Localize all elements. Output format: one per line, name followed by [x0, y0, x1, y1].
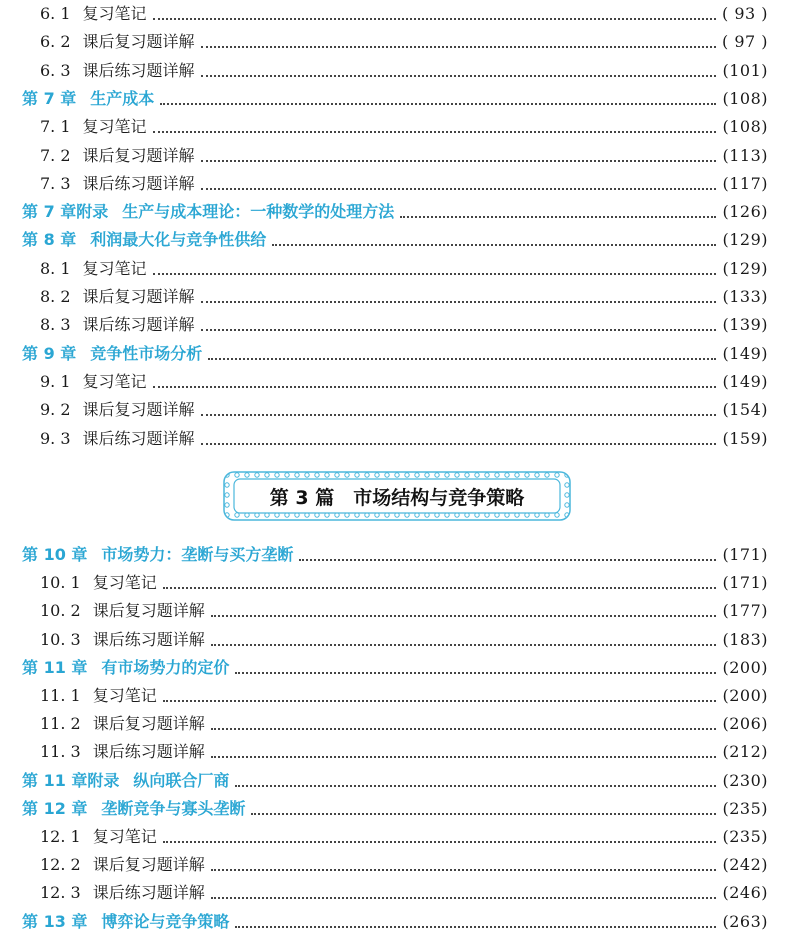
toc-entry-label: [0, 426, 195, 452]
toc-entry-page: (235): [722, 827, 768, 846]
toc-section-row: [0, 426, 790, 452]
part-title: 第 3 篇 市场结构与竞争策略: [269, 486, 525, 509]
toc-section-row: [0, 824, 790, 850]
toc-entry-number: 8. 1: [40, 258, 71, 278]
toc-entry-title: 课后练习题详解: [82, 60, 195, 80]
toc-entry-number: 12. 2: [40, 855, 81, 875]
toc-entry-title: 课后复习题详解: [92, 601, 205, 621]
toc-entry-title: 复习笔记: [82, 4, 147, 23]
toc-entry-label: [0, 796, 245, 822]
toc-entry-page: (263): [722, 911, 768, 931]
dot-leader: [211, 615, 717, 617]
toc-entry-label: [0, 86, 154, 112]
dot-leader: [153, 386, 717, 388]
toc-chapter-row: [0, 796, 790, 822]
dot-leader: [208, 358, 716, 360]
toc-entry-page: (200): [722, 686, 768, 705]
dot-leader: [160, 103, 716, 105]
toc-section-row: [0, 171, 790, 197]
toc-section-row: [0, 114, 790, 140]
toc-entry-page: (200): [722, 657, 768, 677]
toc-entry-label: [0, 397, 195, 423]
toc-entry-number: 第 10 章: [22, 545, 88, 564]
toc-entry-label: [0, 655, 229, 681]
toc-entry-number: 11. 1: [40, 686, 81, 705]
dot-leader: [201, 75, 717, 77]
toc-entry-page: (212): [722, 742, 768, 762]
part-banner: [222, 470, 572, 522]
toc-entry-title: 课后复习题详解: [82, 145, 195, 165]
toc-entry-title: 生产与成本理论：一种数学的处理方法: [122, 202, 395, 222]
toc-entry-label: [0, 542, 293, 568]
dot-leader: [163, 841, 717, 843]
toc-entry-label: [0, 29, 195, 55]
toc-entry-page: (126): [722, 202, 768, 222]
dot-leader: [201, 329, 717, 331]
toc-entry-page: (113): [722, 145, 768, 165]
dot-leader: [153, 131, 717, 133]
dot-leader: [211, 644, 717, 646]
toc-section-row: [0, 683, 790, 709]
toc-entry-label: [0, 768, 229, 794]
toc-entry-number: 第 9 章: [22, 343, 77, 363]
toc-entry-page: (139): [722, 315, 768, 335]
toc-entry-title: 纵向联合厂商: [133, 770, 230, 790]
dot-leader: [163, 700, 717, 702]
dot-leader: [153, 273, 717, 275]
toc-entry-title: 利润最大化与竞争性供给: [90, 230, 267, 250]
toc-entry-page: (177): [722, 601, 768, 621]
toc-entry-page: (246): [722, 883, 768, 903]
toc-entry-title: 市场势力：垄断与买方垄断: [101, 545, 294, 564]
toc-entry-label: [0, 1, 147, 27]
toc-entry-number: 8. 3: [40, 315, 71, 335]
toc-section-row: [0, 256, 790, 282]
toc-entry-title: 复习笔记: [82, 117, 147, 137]
toc-section-row: [0, 58, 790, 84]
toc-entry-title: 课后练习题详解: [82, 428, 195, 448]
toc-entry-title: 垄断竞争与寡头垄断: [101, 798, 246, 818]
toc-entry-page: (154): [722, 400, 768, 420]
toc-section-row: [0, 143, 790, 169]
toc-entry-label: [0, 199, 394, 225]
toc-entry-number: 8. 2: [40, 287, 71, 306]
toc-entry-label: [0, 227, 266, 253]
toc-section-row: [0, 570, 790, 596]
toc-entry-title: 课后复习题详解: [82, 32, 195, 52]
toc-entry-label: [0, 570, 157, 596]
toc-entry-title: 复习笔记: [82, 371, 147, 391]
toc-entry-number: 11. 3: [40, 742, 81, 762]
toc-entry-page: (129): [722, 230, 768, 250]
toc-entry-number: 9. 1: [40, 371, 71, 391]
toc-entry-number: 7. 1: [40, 117, 71, 137]
toc-entry-number: 10. 1: [40, 573, 81, 593]
toc-entry-title: 课后复习题详解: [82, 287, 195, 306]
toc-entry-number: 12. 3: [40, 883, 81, 903]
toc-section-row: [0, 739, 790, 765]
toc-entry-label: [0, 852, 205, 878]
toc-entry-number: 第 11 章: [22, 657, 88, 677]
toc-entry-title: 课后复习题详解: [92, 714, 205, 734]
dot-leader: [211, 897, 717, 899]
toc-entry-number: 12. 1: [40, 827, 81, 846]
toc-entry-title: 课后练习题详解: [82, 173, 195, 193]
toc-entry-page: (149): [722, 371, 768, 391]
toc-entry-label: [0, 824, 157, 850]
toc-entry-title: 复习笔记: [92, 827, 157, 846]
toc-entry-title: 复习笔记: [82, 258, 147, 278]
toc-entry-title: 课后练习题详解: [92, 883, 205, 903]
toc-entry-label: [0, 711, 205, 737]
dot-leader: [201, 188, 717, 190]
toc-entry-label: [0, 739, 205, 765]
toc-chapter-row: [0, 542, 790, 568]
toc-entry-page: (133): [722, 287, 768, 306]
dot-leader: [201, 301, 717, 303]
toc-entry-label: [0, 284, 195, 310]
toc-entry-label: [0, 312, 195, 338]
toc-entry-title: 复习笔记: [92, 686, 157, 705]
toc-entry-number: 10. 2: [40, 601, 81, 621]
dot-leader: [201, 46, 716, 48]
dot-leader: [235, 785, 716, 787]
toc-entry-number: 第 7 章: [22, 88, 77, 108]
toc-entry-title: 有市场势力的定价: [101, 657, 230, 677]
dot-leader: [163, 587, 717, 589]
toc-chapter-row: [0, 655, 790, 681]
toc-section-row: [0, 284, 790, 310]
toc-section-row: [0, 312, 790, 338]
toc-entry-number: 第 13 章: [22, 911, 88, 931]
toc-chapter-row: [0, 909, 790, 935]
dot-leader: [235, 672, 716, 674]
toc-entry-number: 7. 3: [40, 173, 71, 193]
toc-chapter-row: [0, 199, 790, 225]
dot-leader: [251, 813, 716, 815]
toc-entry-number: 6. 3: [40, 60, 71, 80]
toc-section-row: [0, 369, 790, 395]
toc-section-row: [0, 1, 790, 27]
toc-entry-label: [0, 627, 205, 653]
toc-entry-page: (171): [722, 573, 768, 593]
toc-entry-title: 课后复习题详解: [82, 400, 195, 420]
dot-leader: [153, 18, 716, 20]
toc-chapter-row: [0, 341, 790, 367]
toc-entry-number: 11. 2: [40, 714, 81, 734]
toc-entry-page: (129): [722, 258, 768, 278]
dot-leader: [272, 244, 716, 246]
toc-entry-label: [0, 683, 157, 709]
toc-entry-title: 课后练习题详解: [82, 315, 195, 335]
toc-entry-page: (117): [722, 173, 768, 193]
toc-entry-label: [0, 369, 147, 395]
toc-entry-label: [0, 143, 195, 169]
toc-entry-label: [0, 341, 202, 367]
toc-section-row: [0, 627, 790, 653]
toc-section-row: [0, 880, 790, 906]
toc-chapter-row: [0, 768, 790, 794]
dot-leader: [201, 160, 717, 162]
toc-entry-number: 6. 1: [40, 4, 71, 23]
toc-section-row: [0, 598, 790, 624]
toc-section-row: [0, 397, 790, 423]
dot-leader: [211, 756, 717, 758]
toc-entry-page: ( 93 ): [721, 4, 768, 23]
toc-entry-page: (159): [722, 428, 768, 448]
toc-entry-title: 课后复习题详解: [92, 855, 205, 875]
toc-entry-page: (242): [722, 855, 768, 875]
dot-leader: [235, 926, 716, 928]
toc-entry-number: 第 8 章: [22, 230, 77, 250]
toc-entry-page: (183): [722, 629, 768, 649]
toc-section-row: [0, 29, 790, 55]
toc-entry-page: (149): [722, 343, 768, 363]
toc-entry-label: [0, 58, 195, 84]
toc-entry-page: (206): [722, 714, 768, 734]
dot-leader: [211, 728, 717, 730]
toc-entry-page: (171): [722, 545, 768, 564]
toc-entry-page: (235): [722, 798, 768, 818]
toc-entry-title: 博弈论与竞争策略: [101, 911, 230, 931]
dot-leader: [211, 869, 717, 871]
toc-entry-label: [0, 171, 195, 197]
toc-section-row: [0, 711, 790, 737]
toc-entry-page: (230): [722, 770, 768, 790]
toc-entry-label: [0, 909, 229, 935]
toc-entry-label: [0, 114, 147, 140]
toc-entry-label: [0, 598, 205, 624]
dot-leader: [400, 216, 716, 218]
toc-entry-label: [0, 256, 147, 282]
toc-chapter-row: [0, 86, 790, 112]
toc-entry-label: [0, 880, 205, 906]
dot-leader: [201, 443, 717, 445]
toc-entry-title: 生产成本: [90, 88, 155, 108]
toc-entry-number: 10. 3: [40, 629, 81, 649]
toc-section-row: [0, 852, 790, 878]
toc-entry-number: 7. 2: [40, 145, 71, 165]
toc-entry-number: 9. 3: [40, 428, 71, 448]
toc-entry-page: ( 97 ): [721, 32, 768, 52]
dot-leader: [299, 559, 716, 561]
dot-leader: [201, 414, 717, 416]
toc-entry-page: (108): [722, 88, 768, 108]
toc-entry-number: 6. 2: [40, 32, 71, 52]
toc-entry-title: 复习笔记: [92, 573, 157, 593]
toc-entry-number: 第 12 章: [22, 798, 88, 818]
toc-entry-number: 9. 2: [40, 400, 71, 420]
toc-entry-title: 课后练习题详解: [92, 629, 205, 649]
toc-entry-page: (101): [722, 60, 768, 80]
toc-chapter-row: [0, 227, 790, 253]
toc-entry-page: (108): [722, 117, 768, 137]
toc-entry-number: 第 7 章附录: [22, 202, 109, 222]
toc-entry-title: 课后练习题详解: [92, 742, 205, 762]
toc-entry-title: 竞争性市场分析: [90, 343, 203, 363]
toc-entry-number: 第 11 章附录: [22, 770, 120, 790]
